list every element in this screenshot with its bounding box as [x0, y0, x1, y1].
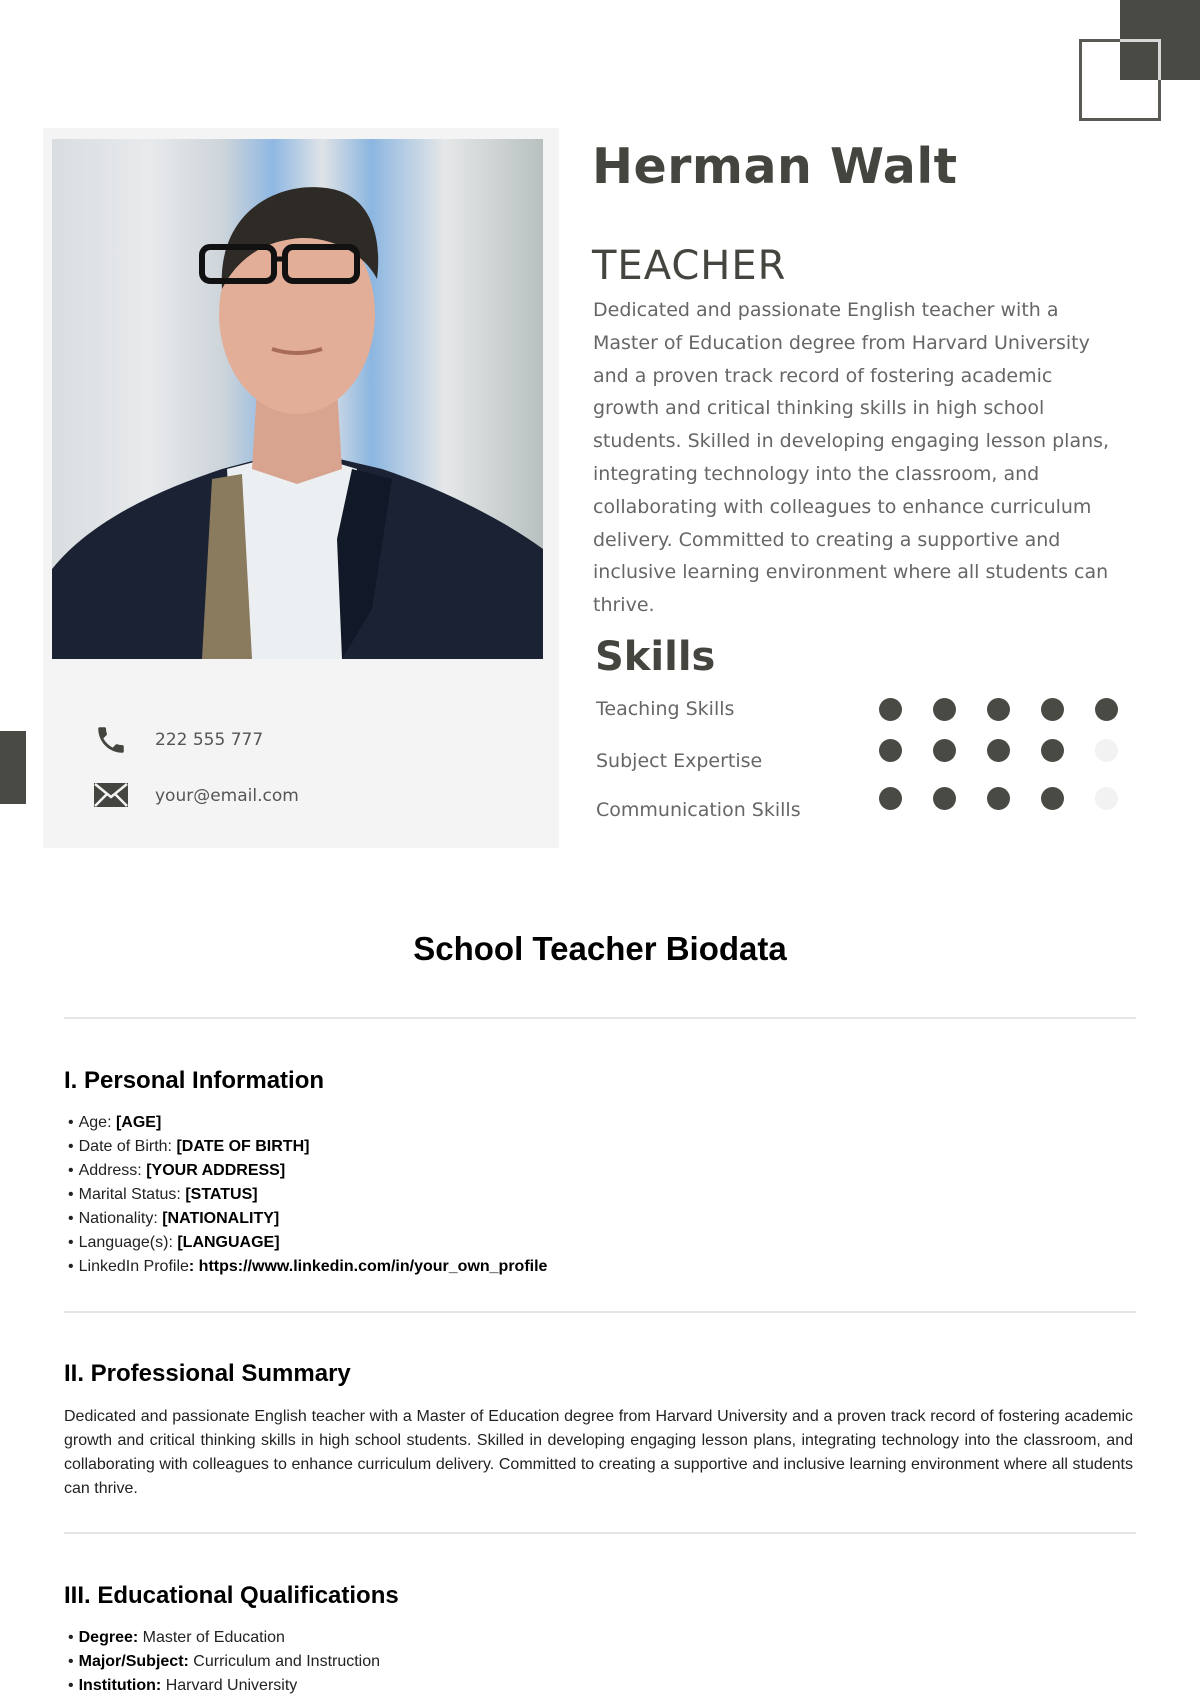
list-item-major: • Major/Subject: Curriculum and Instruction	[68, 1650, 380, 1674]
rating-dot-empty	[1095, 739, 1118, 762]
section-title-personal: I. Personal Information	[64, 1067, 325, 1094]
rating-dot-filled	[879, 787, 902, 810]
skill-label: Teaching Skills	[596, 698, 735, 720]
section-title-summary: II. Professional Summary	[64, 1360, 351, 1387]
bio-text: Dedicated and passionate English teacher with a Master of Education degree from Harvard University and a proven track record of fostering academic growth and critical thinking skills in high school students. Skilled in developing engaging lesson plans, integrating technology into the classroom, and collaborating with colleagues to enhance curriculum delivery. Committed to creating a supportive and inclusive learning environment where all students can thrive.	[593, 299, 1110, 617]
section-divider	[64, 1017, 1136, 1019]
list-item-linkedin: • LinkedIn Profile: https://www.linkedin.com/in/your_own_profile	[68, 1255, 547, 1279]
skill-label: Subject Expertise	[596, 750, 763, 772]
phone-icon	[93, 722, 129, 758]
rating-dot-filled	[1041, 698, 1064, 721]
email-address[interactable]: your@email.com	[155, 786, 299, 806]
skills-heading: Skills	[595, 634, 716, 680]
list-item-address: • Address: [YOUR ADDRESS]	[68, 1159, 547, 1183]
skill-rating	[879, 739, 1149, 762]
rating-dot-filled	[933, 739, 956, 762]
personal-info-list	[68, 1111, 547, 1279]
list-item-age: • Age: [AGE]	[68, 1111, 547, 1135]
list-item-marital-status: • Marital Status: [STATUS]	[68, 1183, 547, 1207]
linkedin-link[interactable]: : https://www.linkedin.com/in/your_own_profile	[188, 1258, 548, 1275]
professional-summary-text: Dedicated and passionate English teacher with a Master of Education degree from Harvard University and a proven track record of fostering academic growth and critical thinking skills in high school students. Skilled in developing engaging lesson plans, integrating technology into the classroom, and collaborating with colleagues to enhance curriculum delivery. Committed to creating a supportive and inclusive learning environment where all students can thrive.	[64, 1408, 1133, 1497]
rating-dot-filled	[879, 739, 902, 762]
person-name: Herman Walt	[592, 138, 958, 195]
decorative-square-overlap	[1120, 39, 1161, 80]
section-divider	[64, 1311, 1136, 1313]
list-item-languages: • Language(s): [LANGUAGE]	[68, 1231, 547, 1255]
list-item-institution: • Institution: Harvard University	[68, 1674, 380, 1698]
contact-phone	[93, 722, 263, 758]
rating-dot-filled	[933, 787, 956, 810]
list-item-degree: • Degree: Master of Education	[68, 1626, 380, 1650]
rating-dot-filled	[987, 739, 1010, 762]
rating-dot-empty	[1095, 787, 1118, 810]
skill-rating	[879, 787, 1149, 810]
decorative-side-tab	[0, 731, 26, 804]
rating-dot-filled	[1041, 739, 1064, 762]
section-divider	[64, 1532, 1136, 1534]
profile-photo	[52, 139, 543, 659]
rating-dot-filled	[1041, 787, 1064, 810]
rating-dot-filled	[987, 698, 1010, 721]
profile-panel	[43, 128, 559, 848]
section-title-education: III. Educational Qualifications	[64, 1582, 399, 1609]
document-title: School Teacher Biodata	[413, 930, 787, 967]
skill-label: Communication Skills	[596, 799, 801, 821]
envelope-icon	[93, 778, 129, 814]
rating-dot-filled	[1095, 698, 1118, 721]
rating-dot-filled	[987, 787, 1010, 810]
skill-rating	[879, 698, 1149, 721]
skill-row-communication	[596, 794, 1136, 826]
phone-number: 222 555 777	[155, 730, 264, 750]
rating-dot-filled	[933, 698, 956, 721]
education-list	[68, 1626, 380, 1698]
portrait-illustration	[52, 139, 543, 659]
list-item-dob: • Date of Birth: [DATE OF BIRTH]	[68, 1135, 547, 1159]
list-item-nationality: • Nationality: [NATIONALITY]	[68, 1207, 547, 1231]
skill-row-subject	[596, 745, 1136, 777]
contact-email	[93, 778, 299, 814]
job-title: TEACHER	[592, 243, 787, 289]
skill-row-teaching	[596, 693, 1136, 725]
rating-dot-filled	[879, 698, 902, 721]
